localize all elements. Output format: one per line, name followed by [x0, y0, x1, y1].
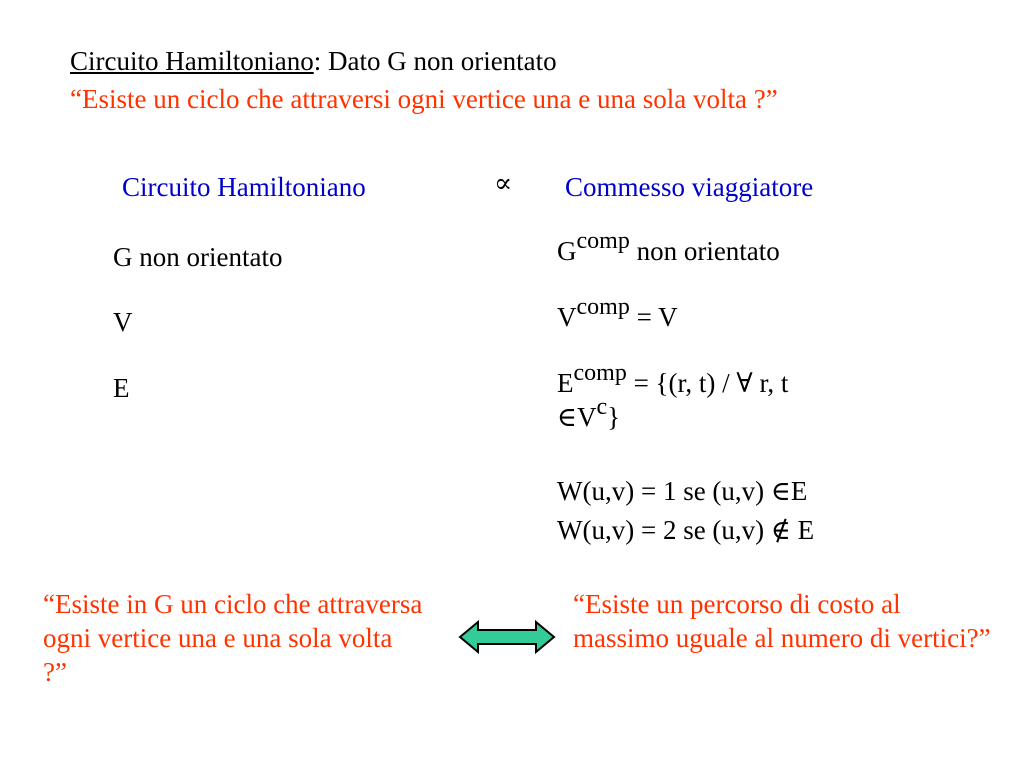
- g-sup: comp: [576, 228, 630, 254]
- title-underlined: Circuito Hamiltoniano: [70, 46, 314, 76]
- e2-base: ∈V: [557, 402, 597, 432]
- right-line-e: [557, 360, 789, 402]
- weight-line-1: W(u,v) = 1 se (u,v) ∈E: [557, 476, 808, 506]
- left-line-g: G non orientato: [113, 242, 283, 272]
- v-rest: = V: [629, 302, 678, 332]
- g-base: G: [557, 236, 577, 266]
- right-question: “Esiste un percorso di costo al massimo uguale al numero di vertici?”: [573, 589, 991, 653]
- left-line-e: E: [113, 373, 130, 403]
- right-problem-label: Commesso viaggiatore: [565, 172, 814, 202]
- v-base: V: [557, 302, 577, 332]
- v-sup: comp: [576, 294, 630, 320]
- e2-rest: }: [607, 402, 621, 432]
- reduction-symbol: ∝: [494, 168, 513, 198]
- main-question: “Esiste un ciclo che attraversi ogni vertice una e una sola volta ?”: [70, 84, 778, 114]
- g-rest: non orientato: [629, 236, 780, 266]
- right-line-v: [557, 294, 678, 336]
- double-arrow-icon: [458, 619, 556, 655]
- left-question: “Esiste in G un ciclo che attraversa ogni vertice una e una sola volta ?”: [43, 589, 423, 687]
- e-base: E: [557, 368, 574, 398]
- left-problem-label: Circuito Hamiltoniano: [122, 172, 366, 202]
- right-line-e-cont: [557, 394, 621, 436]
- title-rest: : Dato G non orientato: [313, 46, 557, 76]
- e-sup: comp: [573, 360, 627, 386]
- e2-sup: c: [596, 394, 608, 420]
- right-line-g: [557, 228, 780, 270]
- e-rest: = {(r, t) / ∀ r, t: [626, 368, 789, 398]
- slide-title: [70, 44, 557, 78]
- weight-line-2: W(u,v) = 2 se (u,v) ∉ E: [557, 515, 815, 545]
- left-line-v: V: [113, 307, 133, 337]
